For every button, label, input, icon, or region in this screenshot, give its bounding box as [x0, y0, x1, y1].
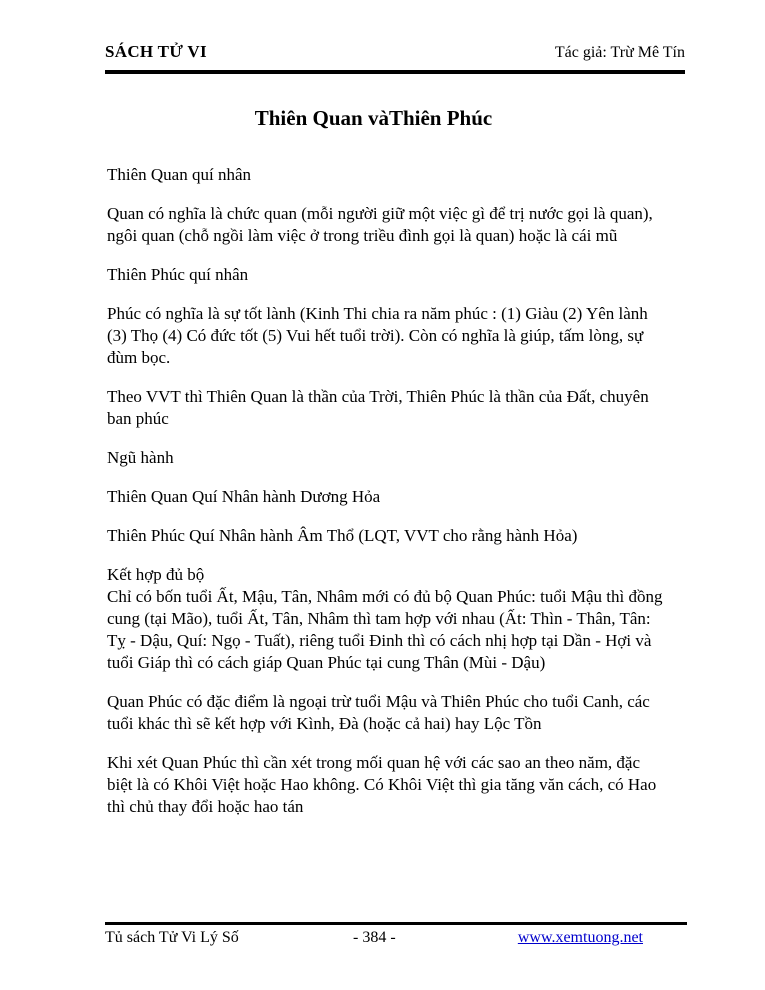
paragraph: Thiên Phúc Quí Nhân hành Âm Thổ (LQT, VVT cho rằng hành Hỏa): [107, 526, 578, 545]
paragraph: Quan Phúc có đặc điểm là ngoại trừ tuổi Mậu và Thiên Phúc cho tuổi Canh, các tuổi khác thì sẽ kết hợp với Kình, Đà (hoặc cả hai) hay Lộc Tồn: [107, 692, 650, 733]
page-title: Thiên Quan vàThiên Phúc: [254, 106, 493, 130]
header-divider: [105, 70, 685, 74]
section-heading: Kết hợp đủ bộ: [107, 565, 205, 584]
paragraph: Ngũ hành: [107, 448, 174, 467]
header-book-title: SÁCH TỬ VI: [105, 42, 207, 61]
paragraph: Khi xét Quan Phúc thì cần xét trong mối quan hệ với các sao an theo năm, đặc biệt là có Khôi Việt hoặc Hao không. Có Khôi Việt thì gia tăng văn cách, có Hao thì chủ thay đổi hoặc hao tán: [107, 753, 657, 816]
paragraph: Thiên Quan Quí Nhân hành Dương Hỏa: [107, 487, 381, 506]
footer-series-title: Tủ sách Tử Vi Lý Số: [105, 929, 239, 946]
paragraph: Quan có nghĩa là chức quan (mỗi người giữ một việc gì để trị nước gọi là quan), ngôi quan (chỗ ngồi làm việc ở trong triều đình gọi là quan) hoặc là cái mũ: [107, 204, 653, 245]
paragraph: Thiên Quan quí nhân: [107, 165, 251, 184]
paragraph: Thiên Phúc quí nhân: [107, 265, 249, 284]
document-body: [107, 164, 663, 835]
footer-divider: [105, 922, 687, 925]
paragraph: Theo VVT thì Thiên Quan là thần của Trời, Thiên Phúc là thần của Đất, chuyên ban phúc: [107, 387, 649, 428]
paragraph: Chỉ có bốn tuổi Ất, Mậu, Tân, Nhâm mới có đủ bộ Quan Phúc: tuổi Mậu thì đồng cung (tại Mão), tuổi Ất, Tân, Nhâm thì tam hợp với nhau (Ất: Thìn - Thân, Tân: Tỵ - Dậu, Quí: Ngọ - Tuất), riêng tuổi Đinh thì có cách nhị hợp tại Dần - Hợi và tuổi Giáp thì có cách giáp Quan Phúc tại cung Thân (Mùi - Dậu): [107, 587, 663, 672]
page-number: - 384 -: [353, 929, 396, 946]
page-header: [105, 42, 685, 62]
paragraph: Phúc có nghĩa là sự tốt lành (Kinh Thi chia ra năm phúc : (1) Giàu (2) Yên lành (3) Thọ (4) Có đức tốt (5) Vui hết tuổi trời). Còn có nghĩa là giúp, tấm lòng, sự đùm bọc.: [107, 304, 648, 367]
page-footer: [105, 929, 685, 951]
header-author: Tác giả: Trừ Mê Tín: [554, 44, 685, 61]
website-link[interactable]: www.xemtuong.net: [517, 929, 643, 946]
